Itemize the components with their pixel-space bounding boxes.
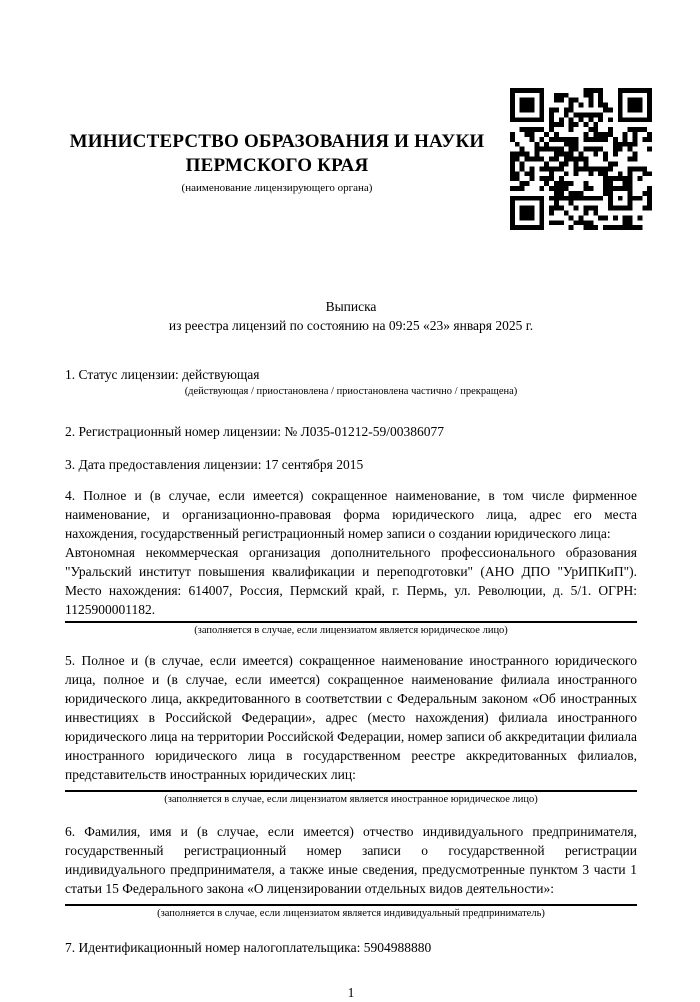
- item-registration-number: [65, 422, 637, 441]
- license-status-note: (действующая / приостановлена / приостановлена частично / прекращена): [184, 386, 518, 397]
- document-body: [65, 297, 637, 1002]
- fill-in-rule: [65, 621, 637, 623]
- item-taxpayer-number: [65, 938, 637, 957]
- document-title-line2: из реестра лицензий по состоянию на 09:25 «23» января 2025 г.: [168, 318, 534, 333]
- page-number: 1: [347, 985, 355, 1000]
- grant-date-text: 3. Дата предоставления лицензии: 17 сентября 2015: [65, 457, 364, 472]
- item-individual-entrepreneur: [65, 822, 637, 920]
- legal-entity-answer: Автономная некоммерческая организация дополнительного профессионального образования "Уральский институт повышения квалификации и переподготовки" (АНО ДПО "УрИПКиП"). Место нахождения: 614007, Россия, Пермский край, г. Пермь, ул. Революции, д. 5/1. ОГРН: 1125900001182.: [65, 545, 637, 617]
- taxpayer-number-text: 7. Идентификационный номер налогоплательщика: 5904988880: [65, 940, 432, 955]
- legal-entity-statement: 4. Полное и (в случае, если имеется) сокращенное наименование, в том числе фирменное наименование, и организационно-правовая форма юридического лица, адрес его места нахождения, государственный регистрационный номер записи о создании юридического лица:: [65, 488, 637, 541]
- foreign-entity-note: (заполняется в случае, если лицензиатом является иностранное юридическое лицо): [164, 794, 538, 805]
- authority-name-line2: ПЕРМСКОГО КРАЯ: [185, 155, 369, 176]
- item-foreign-entity: [65, 651, 637, 806]
- foreign-entity-statement: 5. Полное и (в случае, если имеется) сокращенное наименование иностранного юридического лица, полное и (в случае, если имеется) сокращенное наименование филиала иностранного юридического лица, аккредитованного в соответствии с Федеральным законом «Об иностранных инвестициях в Российской Федерации», адрес (место нахождения) филиала иностранного юридического лица на территории Российской Федерации, номер записи об аккредитации филиала иностранного юридического лица в государственном реестре аккредитованных филиалов, представительств иностранных юридических лиц:: [65, 653, 637, 782]
- individual-entrepreneur-statement: 6. Фамилия, имя и (в случае, если имеется) отчество индивидуального предпринимателя, государственный регистрационный номер записи о государственной регистрации индивидуального предпринимателя, а также иные сведения, предусмотренные пунктом 3 части 1 статьи 15 Федерального закона «О лицензировании отдельных видов деятельности»:: [65, 824, 637, 896]
- item-license-status: [65, 365, 637, 398]
- item-legal-entity: [65, 486, 637, 637]
- legal-entity-note: (заполняется в случае, если лицензиатом является юридическое лицо): [194, 625, 508, 636]
- authority-caption: (наименование лицензирующего органа): [181, 182, 373, 194]
- fill-in-rule: [65, 790, 637, 792]
- license-status-text: 1. Статус лицензии: действующая: [65, 367, 260, 382]
- fill-in-rule: [65, 904, 637, 906]
- authority-name-line1: МИНИСТЕРСТВО ОБРАЗОВАНИЯ И НАУКИ: [69, 131, 485, 152]
- qr-code: [505, 83, 657, 235]
- licensing-authority-letterhead: [65, 130, 489, 195]
- registration-number-text: 2. Регистрационный номер лицензии: № Л035-01212-59/00386077: [65, 424, 445, 439]
- document-title-line1: Выписка: [325, 299, 377, 314]
- item-grant-date: [65, 455, 637, 474]
- individual-entrepreneur-note: (заполняется в случае, если лицензиатом является индивидуальный предприниматель): [157, 908, 545, 919]
- document-title: [65, 297, 637, 335]
